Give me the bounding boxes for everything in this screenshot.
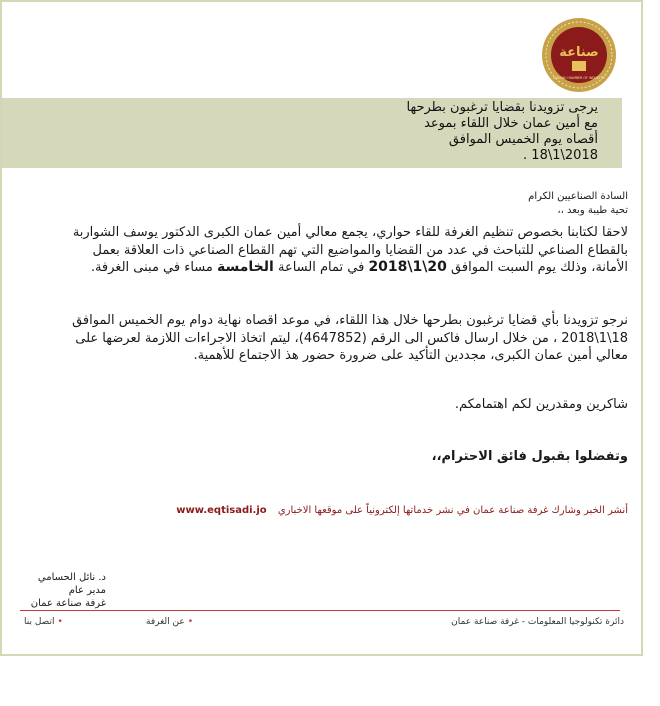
footer-contact-label: اتصل بنا: [24, 617, 55, 627]
promo-line: [28, 505, 628, 516]
box-line-1: يرجى تزويدنا بقضايا ترغبون بطرحها: [406, 100, 598, 115]
box-line-2: مع أمين عمان خلال اللقاء بموعد: [424, 116, 598, 131]
logo-english-text: AMMAN CHAMBER OF INDUSTRY: [553, 76, 605, 80]
greeting-line-1: السادة الصناعيين الكرام: [528, 191, 628, 202]
greeting-line-2: تحية طيبة وبعد ،،: [557, 205, 628, 216]
bullet-icon: •: [57, 617, 63, 627]
box-line-3: أقصاه يوم الخميس الموافق: [448, 132, 598, 147]
p1-text-b: في تمام الساعة: [277, 260, 365, 275]
footer-dept: دائرة تكنولوجيا المعلومات - غرفة صناعة عمان: [451, 617, 624, 627]
signature-name: د. نائل الحسامي: [37, 572, 106, 583]
body-paragraph-1: [53, 224, 628, 277]
promo-site-link[interactable]: www.eqtisadi.jo: [176, 505, 267, 516]
closing-line: وتفضلوا بقبول فائق الاحترام،،: [431, 449, 628, 464]
footer-contact-link[interactable]: [24, 617, 63, 627]
promo-text: أنشر الخبر وشارك غرفة صناعة عمان في نشر خدماتها إلكترونياً على موقعها الاخباري: [277, 505, 628, 516]
footer-about-link[interactable]: [146, 617, 193, 627]
greeting: [528, 190, 628, 218]
footer-about-label: عن الغرفة: [146, 617, 185, 627]
thanks-line: شاكرين ومقدرين لكم اهتمامكم.: [454, 397, 628, 412]
deadline-box: [2, 98, 622, 168]
chamber-of-industry-logo: [540, 16, 618, 94]
signature-title: مدير عام: [68, 585, 106, 596]
body-paragraph-2: نرجو تزويدنا بأي قضايا ترغبون بطرحها خلال هذا اللقاء، في موعد اقصاه نهاية دوام يوم الخميس الموافق 18\1\2018 ، من خلال ارسال فاكس الى الرقم (4647852)، ليتم اتخاذ الاجراءات اللازمة لعرضها على معالي أمين عمان الكبرى، مجددين التأكيد على ضرورة حضور هذ الاجتماع للأهمية.: [72, 313, 628, 363]
box-line-4: 2018\1\18 .: [523, 148, 598, 163]
bullet-icon: •: [187, 617, 194, 627]
footer-divider: [20, 610, 620, 611]
p1-hour: الخامسة: [217, 259, 274, 275]
p1-text-c: مساء في مبنى الغرفة.: [90, 260, 213, 275]
p1-text-a: لاحقا لكتابنا بخصوص تنظيم الغرفة للقاء حواري، يجمع معالي أمين عمان الكبرى الدكتور يوسف الشواربة بالقطاع الصناعي للتباحث في عدد من القضايا والمواضيع التي تهم القطاع الصناعي ذات العلاقة بعمل الأمانة، وذلك يوم السبت الموافق: [72, 225, 628, 275]
signature-block: [22, 571, 106, 610]
logo-arabic-text: صناعة: [559, 45, 599, 60]
signature-org: غرفة صناعة عمان: [30, 598, 106, 609]
p1-date: 20\1\2018: [368, 259, 447, 275]
